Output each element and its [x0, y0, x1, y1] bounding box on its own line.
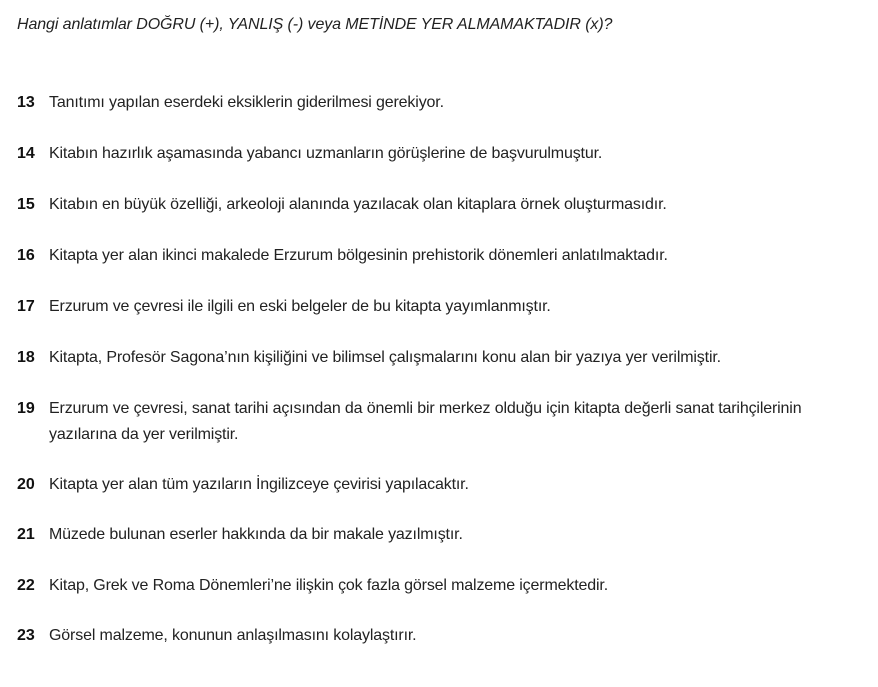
question-item-17 — [17, 294, 857, 320]
question-item-14 — [17, 141, 857, 167]
question-text: Müzede bulunan eserler hakkında da bir makale yazılmıştır. — [49, 526, 463, 543]
question-item-13 — [17, 90, 857, 116]
question-text: Tanıtımı yapılan eserdeki eksiklerin giderilmesi gerekiyor. — [49, 94, 444, 111]
question-number: 23 — [17, 627, 35, 644]
question-text: Kitapta, Profesör Sagona’nın kişiliğini ve bilimsel çalışmalarını konu alan bir yazıya yer verilmiştir. — [49, 349, 721, 366]
question-number: 16 — [17, 247, 35, 264]
question-text: Kitapta yer alan tüm yazıların İngilizceye çevirisi yapılacaktır. — [49, 476, 469, 493]
question-item-15 — [17, 192, 857, 218]
question-item-16 — [17, 243, 857, 269]
question-number: 15 — [17, 196, 35, 213]
question-text: Erzurum ve çevresi ile ilgili en eski belgeler de bu kitapta yayımlanmıştır. — [49, 298, 551, 315]
question-text: Kitap, Grek ve Roma Dönemleri’ne ilişkin çok fazla görsel malzeme içermektedir. — [49, 577, 609, 594]
question-number: 18 — [17, 349, 35, 366]
question-text: Erzurum ve çevresi, sanat tarihi açısından da önemli bir merkez olduğu için kitapta değerli sanat tarihçilerinin yazılarına da yer verilmiştir. — [49, 400, 802, 443]
question-text: Kitapta yer alan ikinci makalede Erzurum bölgesinin prehistorik dönemleri anlatılmaktadır. — [49, 247, 668, 264]
question-number: 21 — [17, 526, 35, 543]
instruction-heading: Hangi anlatımlar DOĞRU (+), YANLIŞ (-) veya METİNDE YER ALMAMAKTADIR (x)? — [17, 16, 613, 33]
question-item-20 — [17, 472, 857, 498]
question-item-18 — [17, 345, 857, 371]
question-number: 13 — [17, 94, 35, 111]
question-text: Kitabın hazırlık aşamasında yabancı uzmanların görüşlerine de başvurulmuştur. — [49, 145, 603, 162]
question-number: 22 — [17, 577, 35, 594]
question-number: 17 — [17, 298, 35, 315]
question-item-23 — [17, 623, 857, 649]
question-number: 19 — [17, 400, 35, 417]
question-item-21 — [17, 522, 857, 548]
question-text: Kitabın en büyük özelliği, arkeoloji alanında yazılacak olan kitaplara örnek oluşturmasıdır. — [49, 196, 667, 213]
question-text: Görsel malzeme, konunun anlaşılmasını kolaylaştırır. — [49, 627, 417, 644]
question-item-22 — [17, 573, 857, 599]
question-item-19 — [17, 396, 857, 448]
question-number: 14 — [17, 145, 35, 162]
question-number: 20 — [17, 476, 35, 493]
